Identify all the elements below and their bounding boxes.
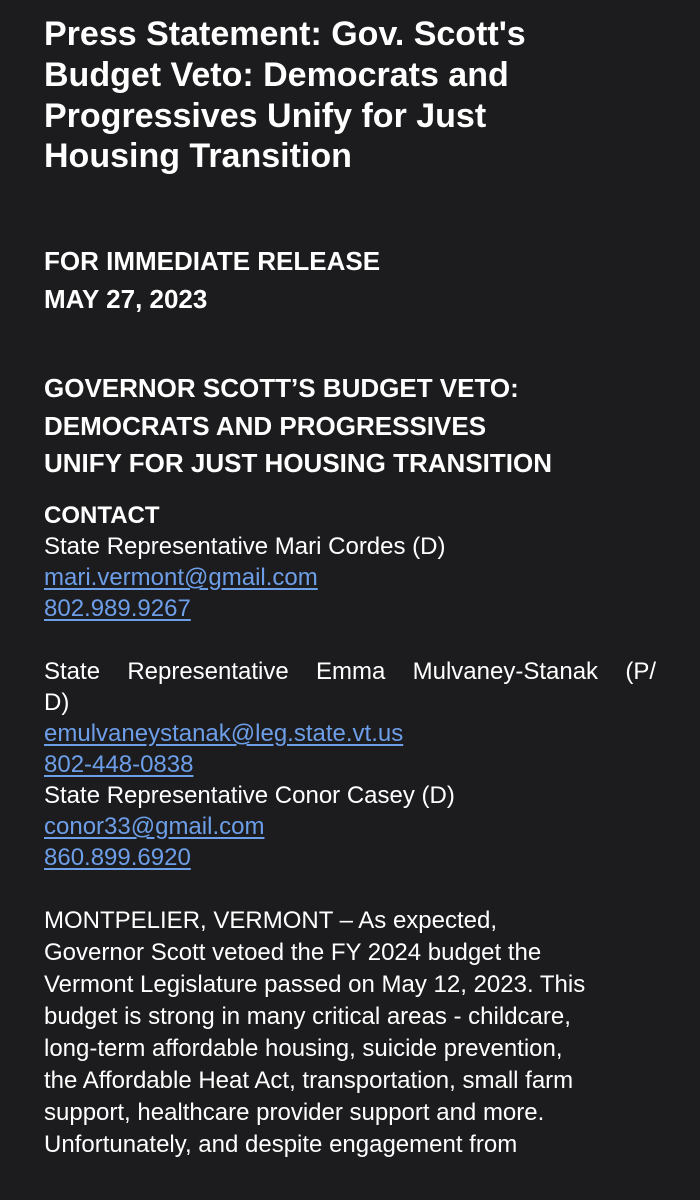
contact-name-word: State	[44, 657, 101, 685]
contact-name-word: Representative	[127, 657, 289, 685]
body-line: budget is strong in many critical areas - childcare,	[44, 1002, 571, 1030]
contact-name: State Representative Mari Cordes (D)	[44, 532, 446, 560]
body-line: long-term affordable housing, suicide prevention,	[44, 1034, 563, 1062]
headline-line: GOVERNOR SCOTT’S BUDGET VETO:	[44, 373, 519, 404]
document-title	[44, 14, 660, 177]
contact-phone-link[interactable]: 802-448-0838	[44, 750, 194, 778]
contact-name-word: (P/	[625, 657, 656, 685]
contact-mulvaney-stanak	[44, 656, 660, 780]
title-line: Housing Transition	[44, 137, 352, 176]
spacer	[44, 624, 660, 656]
release-label: FOR IMMEDIATE RELEASE	[44, 246, 381, 277]
contact-email-link[interactable]: emulvaneystanak@leg.state.vt.us	[44, 719, 404, 747]
contact-cordes	[44, 531, 660, 624]
body-line: Vermont Legislature passed on May 12, 2023. This	[44, 970, 586, 998]
contact-name-word: Emma	[316, 657, 386, 685]
title-line: Press Statement: Gov. Scott's	[44, 15, 526, 53]
contact-name-justified	[44, 656, 656, 687]
contact-name-word: Mulvaney-Stanak	[412, 657, 599, 685]
contact-phone-link[interactable]: 860.899.6920	[44, 843, 191, 871]
contact-name-continued: D)	[44, 688, 70, 716]
title-line: Progressives Unify for Just	[44, 96, 487, 135]
release-date: MAY 27, 2023	[44, 284, 208, 315]
body-line: support, healthcare provider support and more.	[44, 1098, 545, 1126]
contact-heading: CONTACT	[44, 501, 160, 529]
contact-casey	[44, 780, 660, 873]
body-line: MONTPELIER, VERMONT – As expected,	[44, 906, 498, 934]
contact-email-link[interactable]: mari.vermont@gmail.com	[44, 563, 318, 591]
release-block	[44, 242, 660, 318]
body-line: the Affordable Heat Act, transportation, small farm	[44, 1066, 574, 1094]
contact-phone-link[interactable]: 802.989.9267	[44, 594, 191, 622]
contact-email-link[interactable]: conor33@gmail.com	[44, 812, 265, 840]
headline-line: UNIFY FOR JUST HOUSING TRANSITION	[44, 448, 552, 479]
title-line: Budget Veto: Democrats and	[44, 55, 509, 94]
body-line: Governor Scott vetoed the FY 2024 budget the	[44, 938, 542, 966]
contact-name: State Representative Conor Casey (D)	[44, 781, 455, 809]
headline-line: DEMOCRATS AND PROGRESSIVES	[44, 410, 487, 441]
statement-body	[44, 905, 664, 1161]
headline	[44, 370, 684, 483]
body-line: Unfortunately, and despite engagement from	[44, 1130, 518, 1158]
